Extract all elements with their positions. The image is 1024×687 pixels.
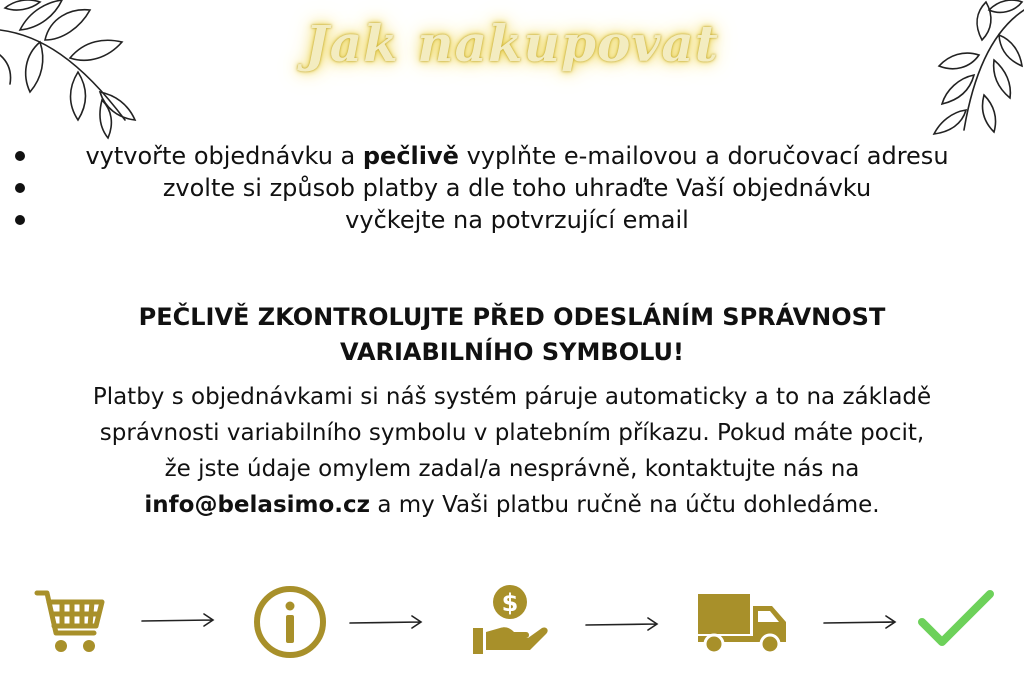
bullet-icon [15, 215, 25, 225]
arrow-right-icon [348, 614, 426, 630]
delivery-truck-icon [696, 590, 790, 656]
bullet-icon [15, 151, 25, 161]
list-item-text-part: zvolte si způsob platby a dle toho uhraďte Vaší objednávku [162, 174, 872, 202]
list-item-text [285, 204, 739, 236]
paragraph-line: že jste údaje omylem zadal/a nesprávně, kontaktujte nás na [164, 456, 860, 482]
bullet-icon [15, 183, 25, 193]
paragraph-line [0, 487, 1024, 523]
list-item-text [103, 172, 921, 204]
paragraph-text: a my Vaši platbu ručně na účtu dohledáme. [370, 492, 880, 518]
svg-text:$: $ [501, 589, 519, 617]
contact-email: info@belasimo.cz [144, 492, 371, 518]
process-steps [0, 580, 1024, 660]
arrow-right-icon [822, 614, 900, 630]
list-item [0, 204, 1024, 236]
payment-info-paragraph [0, 379, 1024, 523]
list-item [0, 140, 1024, 172]
shopping-cart-icon [34, 588, 106, 656]
paragraph-line: správnosti variabilního symbolu v platebním příkazu. Pokud máte pocit, [99, 420, 925, 446]
check-mark-icon [916, 588, 996, 650]
list-item-text [25, 140, 998, 172]
info-icon [252, 584, 328, 660]
warning-heading [0, 300, 1024, 370]
warning-line: VARIABILNÍHO SYMBOLU! [340, 338, 684, 366]
page-title: Jak nakupovat [305, 14, 719, 73]
hand-money-icon [470, 582, 550, 658]
list-item-emphasis: pečlivě [362, 142, 459, 170]
paragraph-line: Platby s objednávkami si náš systém páruje automaticky a to na základě [92, 384, 932, 410]
arrow-right-icon [140, 612, 218, 628]
list-item-text-part: vytvořte objednávku a [85, 142, 363, 170]
list-item-text-part: vyčkejte na potvrzující email [345, 206, 689, 234]
steps-list [0, 140, 1024, 236]
warning-line: PEČLIVĚ ZKONTROLUJTE PŘED ODESLÁNÍM SPRÁVNOST [138, 303, 886, 331]
list-item [0, 172, 1024, 204]
list-item-text-part: vyplňte e-mailovou a doručovací adresu [458, 142, 949, 170]
arrow-right-icon [584, 616, 662, 632]
